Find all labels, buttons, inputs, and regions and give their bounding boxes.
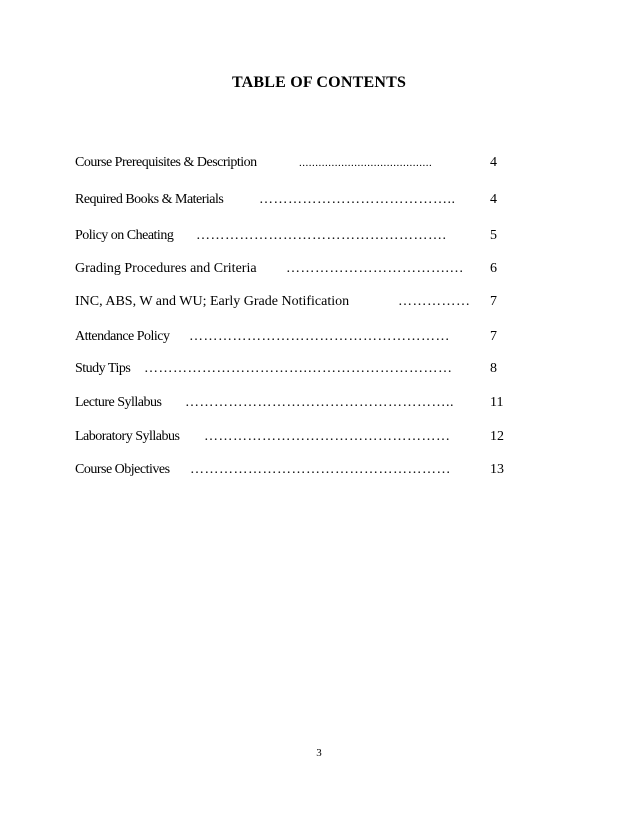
toc-entry-title: Policy on Cheating: [75, 228, 174, 243]
toc-entry-leader: …………………………….…………………………: [144, 361, 453, 376]
page-number: 3: [316, 747, 322, 759]
toc-entry-title: Course Prerequisites & Description: [75, 155, 257, 170]
toc-entry-page: 12: [490, 429, 504, 444]
toc-entry-title: Grading Procedures and Criteria: [75, 261, 257, 276]
toc-entry-title: Laboratory Syllabus: [75, 429, 180, 444]
toc-entry-title: Attendance Policy: [75, 329, 170, 344]
toc-entry-title: Course Objectives: [75, 462, 170, 477]
page-title: TABLE OF CONTENTS: [231, 74, 407, 91]
toc-entry-leader: ………………………………………………..: [185, 395, 454, 410]
toc-entry-page: 8: [490, 361, 497, 376]
toc-entry: [75, 291, 515, 313]
toc-entry: [75, 189, 515, 211]
toc-entry-page: 6: [490, 261, 497, 276]
toc-entry-title: Lecture Syllabus: [75, 395, 162, 410]
toc-entry: [75, 392, 515, 414]
toc-entry-page: 13: [490, 462, 504, 477]
toc-entry: [75, 358, 515, 380]
toc-entry-page: 4: [490, 155, 497, 170]
toc-entry: [75, 459, 515, 481]
toc-entry-leader: ……………: [398, 294, 471, 309]
toc-entry-page: 7: [490, 294, 497, 309]
toc-entry-leader: .........................................: [299, 157, 433, 169]
toc-entry: [75, 326, 515, 348]
toc-entry-leader: …………………………………..: [259, 192, 456, 207]
toc-entry-title: Study Tips: [75, 361, 131, 376]
toc-entry-page: 4: [490, 192, 497, 207]
toc-entry-leader: ………………………………………………: [189, 329, 450, 344]
toc-entry-leader: …………………………….…: [286, 261, 464, 276]
toc-entry-page: 5: [490, 228, 497, 243]
toc-entry: [75, 258, 515, 280]
toc-entry-leader: ………………………………………………: [190, 462, 451, 477]
toc-entry-leader: ……………………………………………: [204, 429, 451, 444]
toc-entry-title: Required Books & Materials: [75, 192, 224, 207]
toc-entry: [75, 152, 515, 174]
toc-entry-title: INC, ABS, W and WU; Early Grade Notification: [75, 294, 350, 309]
toc-entry-page: 7: [490, 329, 497, 344]
toc-entry-page: 11: [490, 395, 504, 410]
toc-entry-leader: …………………………………………….: [196, 228, 447, 243]
toc-entry: [75, 225, 515, 247]
toc-entry: [75, 426, 515, 448]
